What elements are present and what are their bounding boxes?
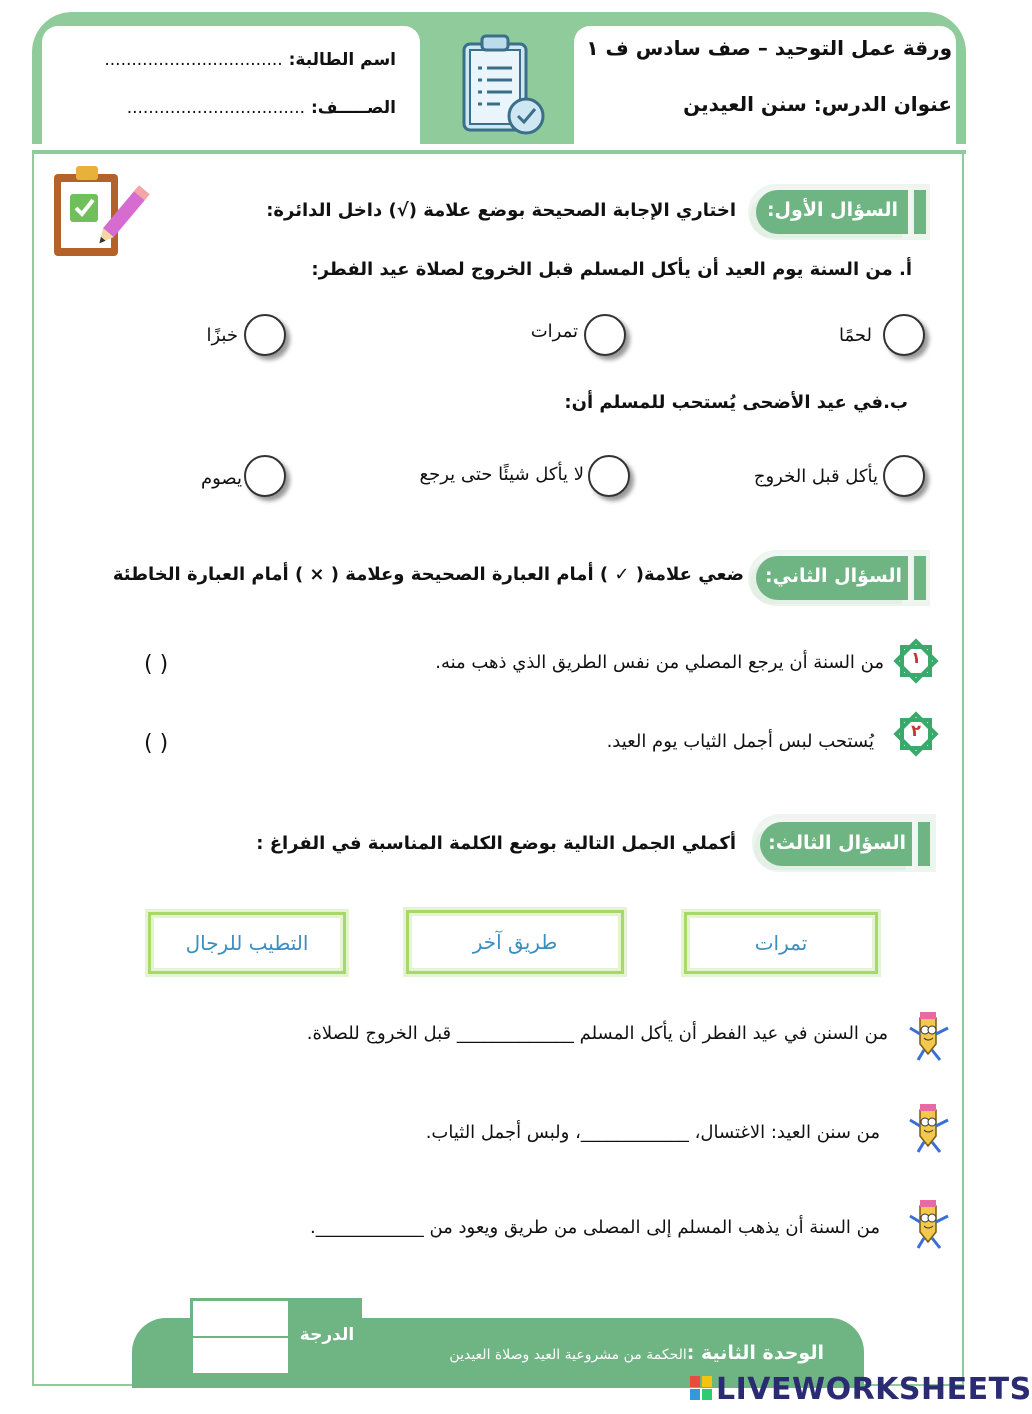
q3-label: السؤال الثالث: — [768, 832, 906, 854]
student-name-field[interactable] — [104, 50, 396, 70]
q3-sentence-1[interactable]: من السنن في عيد الفطر أن يأكل المسلم _____________ قبل الخروج للصلاة. — [306, 1023, 888, 1044]
lesson-title: عنوان الدرس: سنن العيدين — [683, 92, 952, 116]
word-bank-item-1[interactable]: تمرات — [684, 912, 878, 974]
q1a-option-3-text: خبزًا — [206, 325, 238, 346]
q1b-option-2-circle[interactable] — [588, 455, 630, 497]
clipboard-checklist-icon — [456, 32, 548, 140]
grade-score-area[interactable] — [193, 1301, 291, 1373]
q1a-option-1-text: لحمًا — [839, 325, 872, 346]
unit-text: الحكمة من مشروعية العيد وصلاة العيدين — [449, 1347, 687, 1363]
grade-label: الدرجة — [299, 1325, 355, 1345]
grade-divider — [193, 1336, 288, 1338]
pencil-mascot-icon — [906, 1102, 952, 1154]
page-frame — [32, 152, 964, 1386]
q3-instruction: أكملي الجمل التالية بوضع الكلمة المناسبة في الفراغ : — [256, 833, 736, 854]
q2-item-2-text: يُستحب لبس أجمل الثياب يوم العيد. — [606, 731, 874, 752]
grade-box — [190, 1298, 362, 1376]
clipboard-pencil-icon — [50, 162, 150, 262]
q1a-option-2-text: تمرات — [530, 321, 578, 342]
header-student-box — [42, 26, 420, 144]
pencil-mascot-icon — [906, 1010, 952, 1062]
worksheet-title: ورقة عمل التوحيد – صف سادس ف ١ — [586, 36, 952, 60]
q2-item-2-number: ٢ — [911, 721, 921, 740]
q2-item-1-text: من السنة أن يرجع المصلي من نفس الطريق الذي ذهب منه. — [435, 652, 884, 673]
q1b-option-1-text: يأكل قبل الخروج — [753, 466, 878, 487]
unit-title — [449, 1342, 824, 1364]
q1b-option-3-circle[interactable] — [244, 455, 286, 497]
q2-instruction: ضعي علامة( ✓ ) أمام العبارة الصحيحة وعلامة ( × ) أمام العبارة الخاطئة — [112, 564, 744, 585]
q1a-option-3-circle[interactable] — [244, 314, 286, 356]
q3-sentence-3[interactable]: من السنة أن يذهب المسلم إلى المصلى من طريق ويعود من ____________. — [310, 1217, 880, 1238]
q3-sentence-2[interactable]: من سنن العيد: الاغتسال، ____________، ولبس أجمل الثياب. — [425, 1122, 880, 1143]
q2-item-1-number: ١ — [911, 648, 921, 667]
liveworksheets-watermark: LIVEWORKSHEETS — [716, 1372, 1032, 1407]
word-bank-item-3[interactable]: التطيب للرجال — [148, 912, 346, 974]
q1b-option-1-circle[interactable] — [883, 455, 925, 497]
q3-tab-bar — [918, 822, 930, 866]
q1a-stem: أ. من السنة يوم العيد أن يأكل المسلم قبل الخروج لصلاة عيد الفطر: — [311, 259, 912, 280]
class-field[interactable] — [127, 98, 396, 118]
q1b-option-2-text: لا يأكل شيئًا حتى يرجع — [419, 464, 584, 485]
q2-item-2-answer-box[interactable]: ( ) — [144, 731, 169, 756]
student-name-dots: ................................. — [104, 50, 283, 70]
class-label: الصـــــف: — [310, 98, 396, 118]
word-bank-item-2[interactable]: طريق آخر — [406, 910, 624, 974]
q1b-option-3-text: يصوم — [200, 468, 242, 489]
q1a-option-1-circle[interactable] — [883, 314, 925, 356]
student-name-label: اسم الطالبة: — [288, 50, 396, 70]
unit-label: الوحدة الثانية : — [686, 1342, 824, 1364]
pencil-mascot-icon — [906, 1198, 952, 1250]
q1b-stem: ب.في عيد الأضحى يُستحب للمسلم أن: — [564, 392, 908, 413]
class-dots: ................................. — [126, 98, 306, 118]
q1-instruction: اختاري الإجابة الصحيحة بوضع علامة (√) داخل الدائرة: — [266, 200, 736, 221]
q2-item-1-answer-box[interactable]: ( ) — [144, 652, 169, 677]
q2-tab-bar — [914, 556, 926, 600]
liveworksheets-logo-icon — [690, 1376, 712, 1400]
q1-tab-bar — [914, 190, 926, 234]
q2-label: السؤال الثاني: — [765, 565, 902, 587]
q1-label: السؤال الأول: — [766, 199, 898, 221]
q1a-option-2-circle[interactable] — [584, 314, 626, 356]
